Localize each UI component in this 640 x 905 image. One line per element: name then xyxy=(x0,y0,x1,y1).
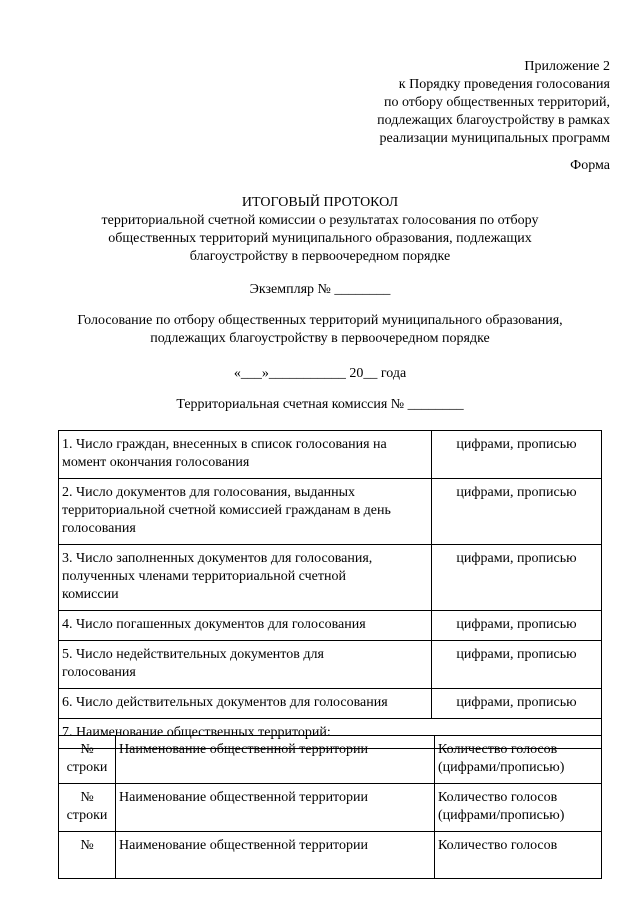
protocol-heading: ИТОГОВЫЙ ПРОТОКОЛ xyxy=(241,195,399,210)
vote-count-cell[interactable]: Количество голосов (цифрами/прописью) xyxy=(435,736,602,784)
territory-row xyxy=(59,784,602,832)
row-number-cell: № xyxy=(59,832,116,879)
commission-number: Территориальная счетная комиссия № ________ xyxy=(176,397,464,412)
table-row xyxy=(59,545,602,611)
appendix-line: к Порядку проведения голосования xyxy=(398,77,610,92)
answer-cell[interactable]: цифрами, прописью xyxy=(432,641,602,689)
appendix-line: подлежащих благоустройству в рамках xyxy=(377,113,610,128)
territory-row xyxy=(59,736,602,784)
appendix-line: Приложение 2 xyxy=(524,59,610,74)
row-number-cell: № строки xyxy=(59,736,116,784)
territory-row xyxy=(59,832,602,879)
territory-name-cell[interactable]: Наименование общественной территории xyxy=(116,784,435,832)
form-label: Форма xyxy=(570,158,610,173)
question-cell: 3. Число заполненных документов для голосования, полученных членами территориальной счетной комиссии xyxy=(59,545,432,611)
appendix-line: реализации муниципальных программ xyxy=(379,131,610,146)
answer-cell[interactable]: цифрами, прописью xyxy=(432,611,602,641)
appendix-reference xyxy=(377,58,610,148)
question-cell: 2. Число документов для голосования, выданных территориальной счетной комиссией гражданам в день голосования xyxy=(59,479,432,545)
vote-count-cell[interactable]: Количество голосов (цифрами/прописью) xyxy=(435,784,602,832)
answer-cell[interactable]: цифрами, прописью xyxy=(432,479,602,545)
question-cell: 4. Число погашенных документов для голосования xyxy=(59,611,432,641)
table-row xyxy=(59,431,602,479)
answer-cell[interactable]: цифрами, прописью xyxy=(432,689,602,719)
territory-name-cell[interactable]: Наименование общественной территории xyxy=(116,832,435,879)
results-table xyxy=(58,430,602,749)
voting-line: подлежащих благоустройству в первоочередном порядке xyxy=(150,331,490,346)
question-cell: 5. Число недействительных документов для голосования xyxy=(59,641,432,689)
copy-number: Экземпляр № ________ xyxy=(249,282,391,297)
question-cell: 6. Число действительных документов для голосования xyxy=(59,689,432,719)
vote-count-cell[interactable]: Количество голосов xyxy=(435,832,602,879)
table-row xyxy=(59,479,602,545)
answer-cell[interactable]: цифрами, прописью xyxy=(432,545,602,611)
question-cell: 1. Число граждан, внесенных в список голосования на момент окончания голосования xyxy=(59,431,432,479)
protocol-subtitle-line: благоустройству в первоочередном порядке xyxy=(189,249,451,264)
answer-cell[interactable]: цифрами, прописью xyxy=(432,431,602,479)
protocol-subtitle-line: территориальной счетной комиссии о результатах голосования по отбору xyxy=(101,213,539,228)
row-number-cell: № строки xyxy=(59,784,116,832)
table-row xyxy=(59,611,602,641)
section-7-heading: 7. Наименование общественных территорий: xyxy=(59,719,602,749)
voting-description xyxy=(40,312,600,348)
voting-line: Голосование по отбору общественных территорий муниципального образования, xyxy=(77,313,563,328)
table-row xyxy=(59,689,602,719)
table-row xyxy=(59,641,602,689)
protocol-subtitle-line: общественных территорий муниципального образования, подлежащих xyxy=(108,231,532,246)
protocol-title xyxy=(40,194,600,266)
appendix-line: по отбору общественных территорий, xyxy=(383,95,610,110)
territory-name-cell[interactable]: Наименование общественной территории xyxy=(116,736,435,784)
date-line: «___»___________ 20__ года xyxy=(233,366,407,381)
territories-table xyxy=(58,735,602,879)
